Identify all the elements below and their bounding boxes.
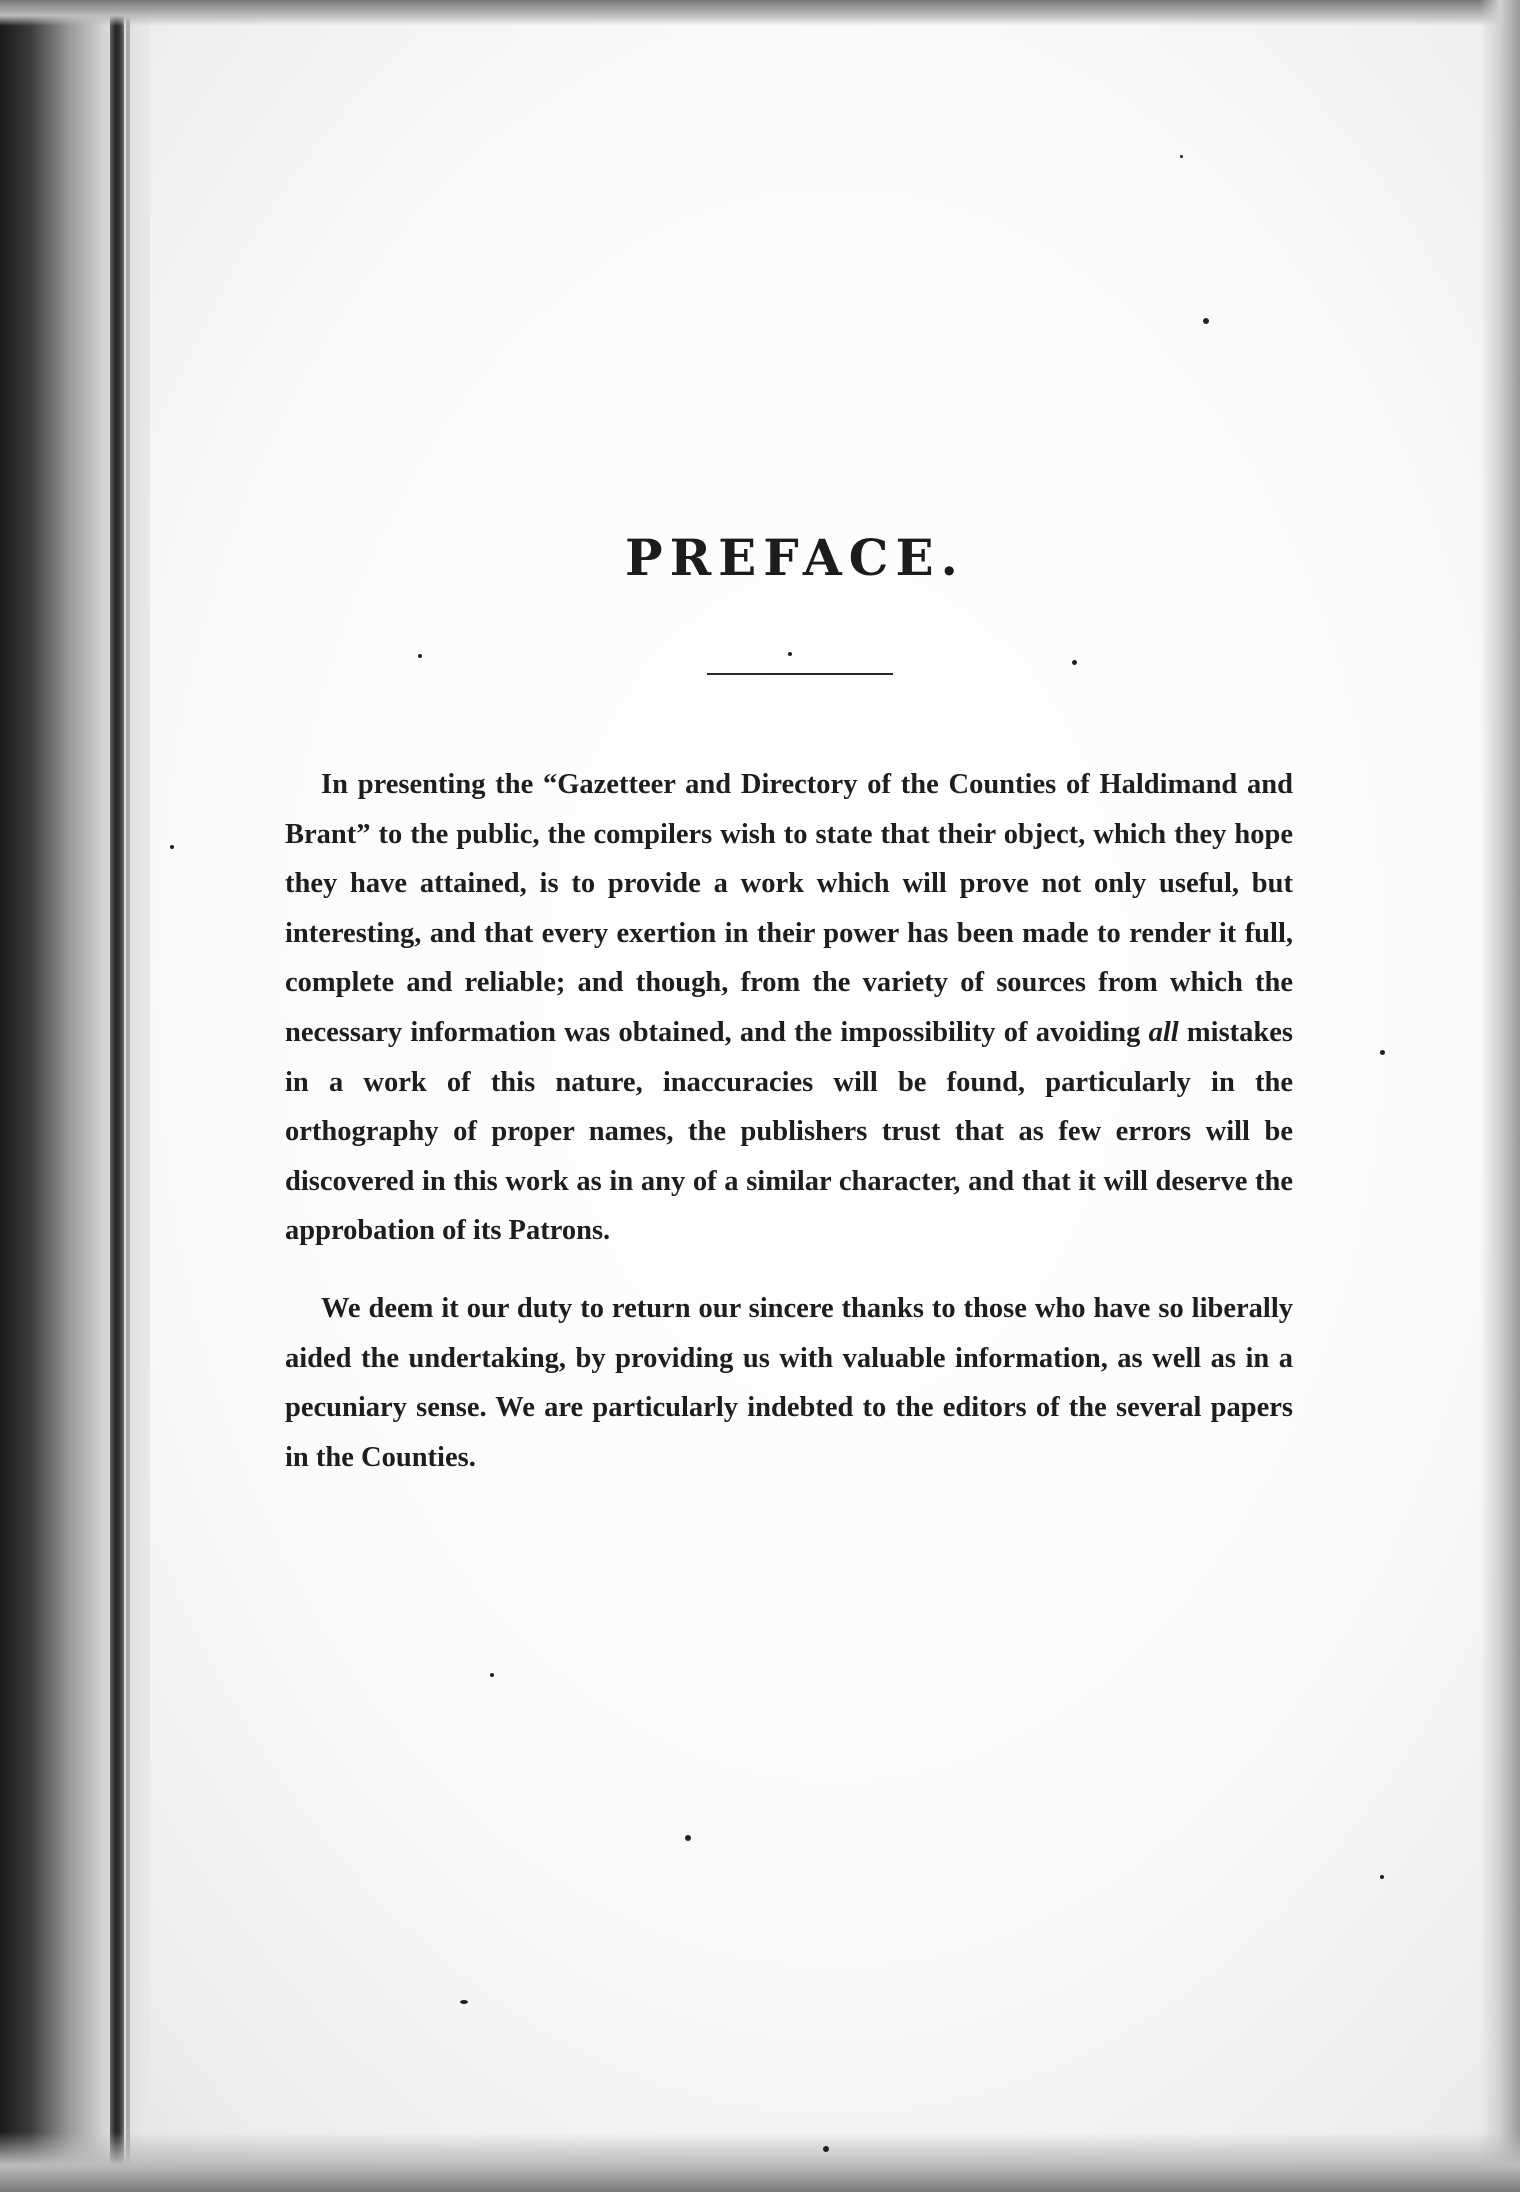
binding-edge [110, 0, 124, 2192]
preface-paragraph-1 [285, 760, 1293, 1256]
paragraph-1-text-end: mistakes in a work of this nature, inaccuracies will be found, particularly in the orthography of proper names, the publishers trust that as few errors will be discovered in this work as in any of a similar character, and that it will deserve the approbation of its Patrons. [285, 1016, 1293, 1247]
preface-paragraph-2: We deem it our duty to return our sincere thanks to those who have so liberally aided the undertaking, by providing us with valuable information, as well as in a pecuniary sense. We are particularly indebted to the editors of the several papers in the Counties. [285, 1292, 1293, 1473]
top-page-edge [0, 0, 1520, 26]
paragraph-1-text-start: In presenting the “Gazetteer and Directory of the Counties of Haldimand and Brant” to the public, the compilers wish to state that their object, which they hope they have attained, is to provide a work which will prove not only useful, but interesting, and that every exertion in their power has been made to render it full, complete and reliable; and though, from the variety of sources from which the necessary information was obtained, and the impossibility of avoiding [285, 769, 1293, 1048]
right-page-edge [1480, 0, 1520, 2192]
dust-speck [1072, 660, 1077, 665]
page-title: PREFACE. [625, 528, 965, 587]
bottom-page-edge [0, 2132, 1520, 2192]
dust-speck [490, 1673, 494, 1677]
dust-speck [1380, 1875, 1384, 1879]
dust-speck [1180, 155, 1183, 158]
dust-speck [418, 654, 422, 658]
title-divider-rule [707, 673, 893, 675]
preface-body [285, 760, 1293, 1510]
dust-speck [460, 2000, 468, 2004]
dust-speck [788, 652, 792, 656]
dust-speck [823, 2146, 829, 2152]
dust-speck [1380, 1050, 1385, 1055]
dust-speck [170, 845, 174, 849]
dust-speck [1203, 318, 1209, 324]
dust-speck [685, 1835, 691, 1841]
binding-edge-highlight [126, 0, 130, 2192]
italic-emphasis: all [1148, 1016, 1179, 1048]
